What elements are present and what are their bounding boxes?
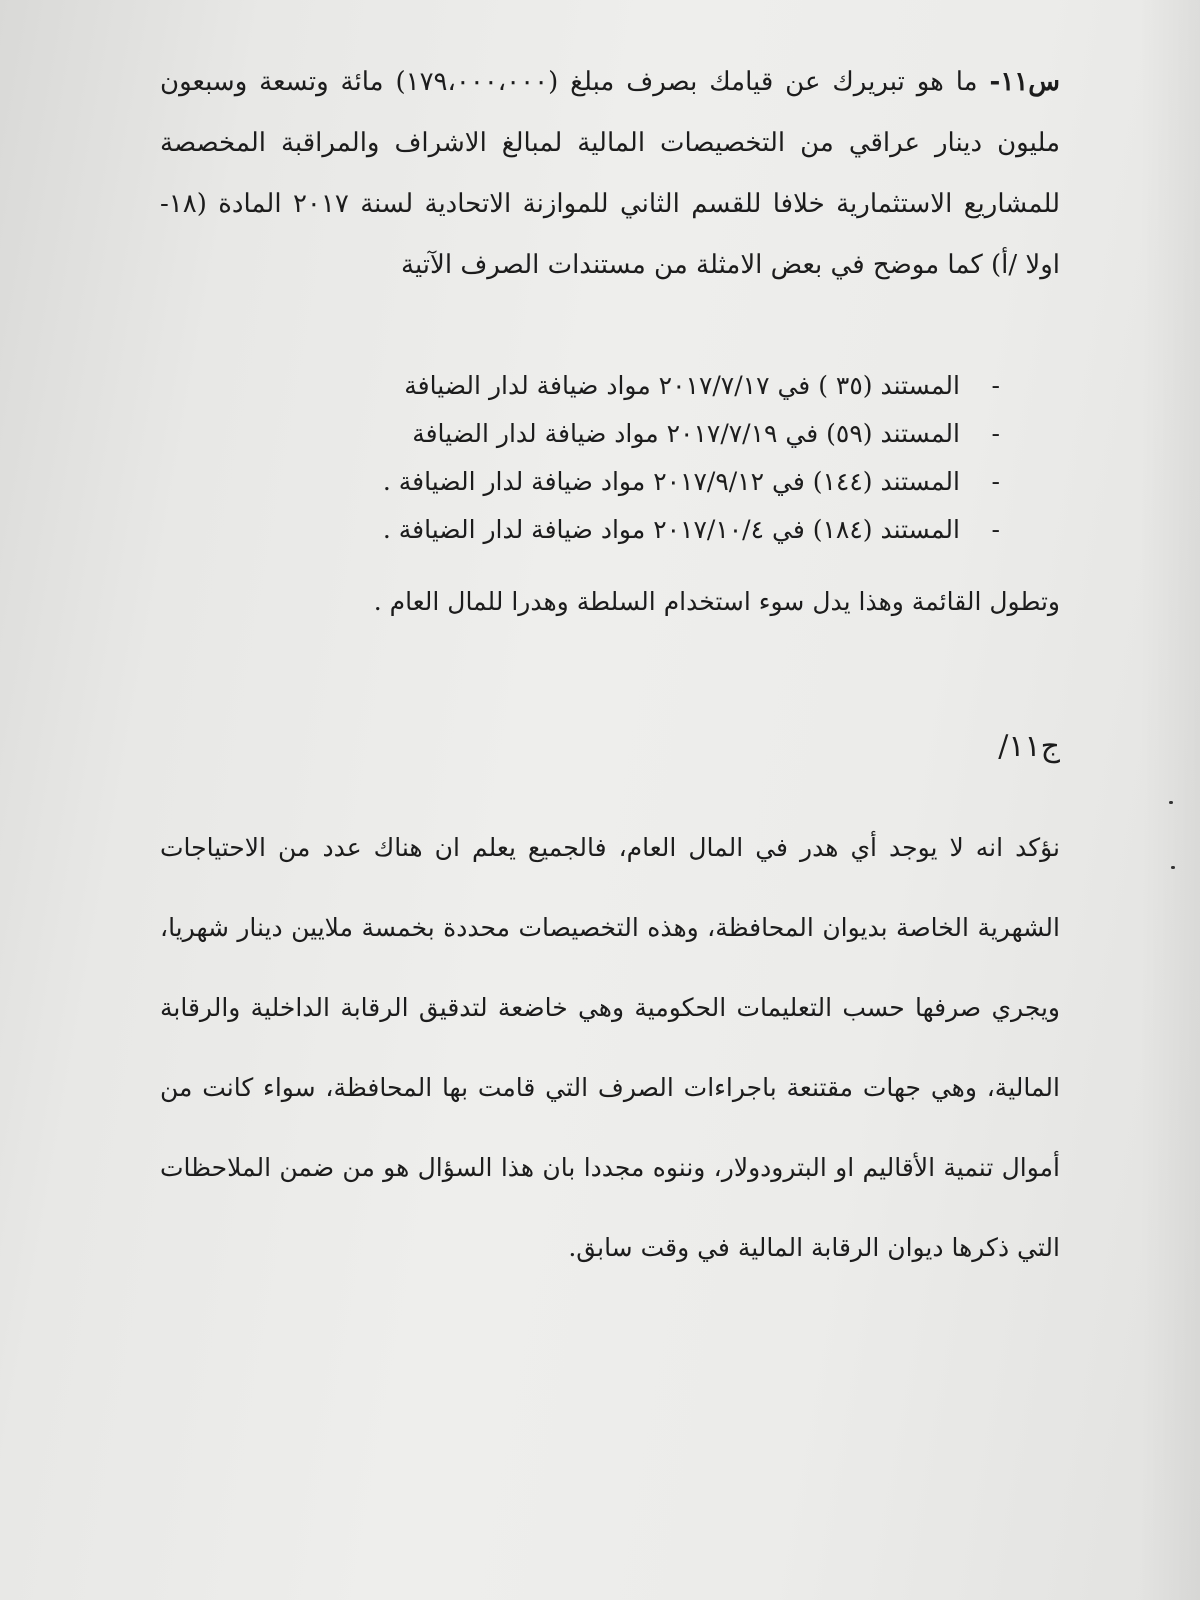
question-body: ما هو تبريرك عن قيامك بصرف مبلغ (١٧٩،٠٠٠،٠٠٠) مائة وتسعة وسبعون مليون دينار عراقي من التخصيصات المالية لمبالغ الاشراف والمراقبة المخصصة للمشاريع الاستثمارية خلافا للقسم الثاني للموازنة الاتحادية لسنة ٢٠١٧ المادة (١٨- اولا /أ) كما موضح في بعض الامثلة من مستندات الصرف الآتية [160, 67, 1060, 280]
list-item [280, 410, 1000, 458]
list-item [280, 362, 1000, 410]
list-item [280, 506, 1000, 554]
question-number: س١١- [989, 67, 1060, 97]
paper-speck [1169, 801, 1173, 804]
list-item-text: المستند (٣٥ ) في ٢٠١٧/٧/١٧ مواد ضيافة لدار الضيافة [404, 371, 960, 400]
answer-label: ج١١/ [998, 729, 1060, 764]
list-dash: - [991, 419, 1000, 448]
list-item-text: المستند (١٨٤) في ٢٠١٧/١٠/٤ مواد ضيافة لدار الضيافة . [382, 515, 960, 544]
list-dash: - [991, 371, 1000, 400]
list-item-text: المستند (٥٩) في ٢٠١٧/٧/١٩ مواد ضيافة لدار الضيافة [412, 419, 960, 448]
list-dash: - [991, 515, 1000, 544]
list-item-text: المستند (١٤٤) في ٢٠١٧/٩/١٢ مواد ضيافة لدار الضيافة . [382, 467, 960, 496]
paper-speck [1171, 866, 1175, 869]
list-item [280, 458, 1000, 506]
question-paragraph [160, 52, 1060, 296]
page-edge-shadow [1140, 0, 1200, 1600]
closing-line: وتطول القائمة وهذا يدل سوء استخدام السلطة وهدرا للمال العام . [373, 587, 1060, 616]
list-dash: - [991, 467, 1000, 496]
documents-list [280, 362, 1000, 554]
answer-paragraph: نؤكد انه لا يوجد أي هدر في المال العام، فالجميع يعلم ان هناك عدد من الاحتياجات الشهرية الخاصة بديوان المحافظة، وهذه التخصيصات محددة بخمسة ملايين دينار شهريا، ويجري صرفها حسب التعليمات الحكومية وهي خاضعة لتدقيق الرقابة الداخلية والرقابة المالية، وهي جهات مقتنعة باجراءات الصرف التي قامت بها المحافظة، سواء كانت من أموال تنمية الأقاليم او البترودولار، وننوه مجددا بان هذا السؤال هو من ضمن الملاحظات التي ذكرها ديوان الرقابة المالية في وقت سابق. [160, 833, 1060, 1262]
